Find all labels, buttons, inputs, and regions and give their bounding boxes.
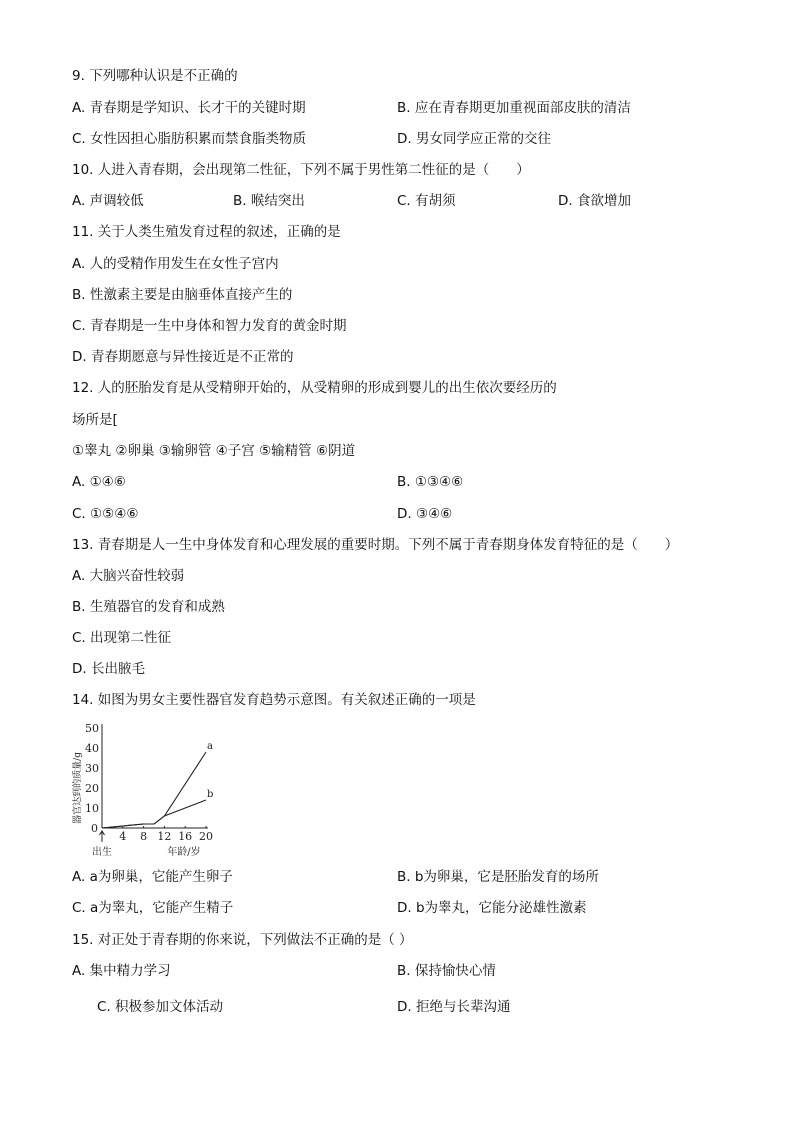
q13-option-a[interactable]: A. 大脑兴奋性较弱 bbox=[72, 568, 185, 584]
chart-series-label-a: a bbox=[207, 741, 213, 752]
organ-development-chart bbox=[68, 716, 218, 860]
chart-origin-label: 0 bbox=[91, 822, 98, 835]
chart-x-tick-label: 12 bbox=[157, 830, 172, 843]
chart-birth-arrow bbox=[100, 831, 105, 842]
q12-option-c[interactable]: C. ①⑤④⑥ bbox=[72, 506, 139, 522]
q15-option-c[interactable]: C. 积极参加文体活动 bbox=[97, 999, 224, 1015]
chart-y-tick-label: 50 bbox=[85, 722, 99, 735]
chart-birth-label: 出生 bbox=[92, 847, 112, 858]
q12-option-d[interactable]: D. ③④⑥ bbox=[397, 506, 453, 522]
chart-x-tick-label: 20 bbox=[199, 830, 213, 843]
chart-x-axis-label: 年龄/岁 bbox=[167, 847, 201, 858]
chart-x-tick-label: 4 bbox=[119, 830, 127, 843]
q10-option-b[interactable]: B. 喉结突出 bbox=[233, 193, 305, 209]
q14-option-b[interactable]: B. b为卵巢，它是胚胎发育的场所 bbox=[397, 869, 599, 885]
q13-option-b[interactable]: B. 生殖器官的发育和成熟 bbox=[72, 599, 225, 615]
q11-option-c[interactable]: C. 青春期是一生中身体和智力发育的黄金时期 bbox=[72, 318, 347, 334]
q11-option-b[interactable]: B. 性激素主要是由脑垂体直接产生的 bbox=[72, 287, 293, 303]
chart-y-tick-label: 40 bbox=[85, 742, 99, 755]
q9-option-d[interactable]: D. 男女同学应正常的交往 bbox=[397, 131, 551, 147]
q10-option-c[interactable]: C. 有胡须 bbox=[397, 193, 456, 209]
q12-stem: 12. 人的胚胎发育是从受精卵开始的，从受精卵的形成到婴儿的出生依次要经历的 bbox=[72, 380, 557, 396]
q13-stem: 13. 青春期是人一生中身体发育和心理发展的重要时期。下列不属于青春期身体发育特征的是（ ） bbox=[72, 537, 679, 553]
q12-stem-continued: 场所是[ bbox=[72, 412, 118, 428]
chart-series-line-a bbox=[102, 752, 206, 828]
q12-items: ①睾丸 ②卵巢 ③输卵管 ④子宫 ⑤输精管 ⑥阴道 bbox=[72, 443, 356, 459]
q9-option-c[interactable]: C. 女性因担心脂肪积累而禁食脂类物质 bbox=[72, 131, 307, 147]
chart-x-tick-label: 16 bbox=[178, 830, 193, 843]
q13-option-d[interactable]: D. 长出腋毛 bbox=[72, 661, 145, 677]
q10-option-a[interactable]: A. 声调较低 bbox=[72, 193, 144, 209]
q14-option-d[interactable]: D. b为睾丸，它能分泌雄性激素 bbox=[397, 900, 587, 916]
q14-stem: 14. 如图为男女主要性器官发育趋势示意图。有关叙述正确的一项是 bbox=[72, 692, 476, 708]
q12-option-b[interactable]: B. ①③④⑥ bbox=[397, 474, 464, 490]
q11-option-d[interactable]: D. 青春期愿意与异性接近是不正常的 bbox=[72, 349, 294, 365]
q11-option-a[interactable]: A. 人的受精作用发生在女性子宫内 bbox=[72, 256, 279, 272]
q15-option-a[interactable]: A. 集中精力学习 bbox=[72, 963, 171, 979]
q15-stem: 15. 对正处于青春期的你来说，下列做法不正确的是（ ） bbox=[72, 932, 413, 948]
q9-stem: 9. 下列哪种认识是不正确的 bbox=[72, 68, 238, 84]
q15-option-b[interactable]: B. 保持愉快心情 bbox=[397, 963, 496, 979]
chart-y-tick-label: 20 bbox=[85, 782, 99, 795]
q9-option-a[interactable]: A. 青春期是学知识、长才干的关键时期 bbox=[72, 100, 306, 116]
q14-option-a[interactable]: A. a为卵巢，它能产生卵子 bbox=[72, 869, 233, 885]
q9-option-b[interactable]: B. 应在青春期更加重视面部皮肤的清洁 bbox=[397, 100, 631, 116]
chart-x-tick-label: 8 bbox=[140, 830, 148, 843]
chart-series-line-b bbox=[102, 800, 206, 828]
q14-option-c[interactable]: C. a为睾丸，它能产生精子 bbox=[72, 900, 234, 916]
chart-y-axis-label: 器官达到的质量/g bbox=[73, 752, 83, 824]
q11-stem: 11. 关于人类生殖发育过程的叙述，正确的是 bbox=[72, 224, 341, 240]
q15-option-d[interactable]: D. 拒绝与长辈沟通 bbox=[397, 999, 511, 1015]
q10-option-d[interactable]: D. 食欲增加 bbox=[558, 193, 631, 209]
q12-option-a[interactable]: A. ①④⑥ bbox=[72, 474, 126, 490]
q13-option-c[interactable]: C. 出现第二性征 bbox=[72, 630, 172, 646]
chart-y-tick-label: 30 bbox=[85, 762, 99, 775]
chart-y-tick-label: 10 bbox=[85, 802, 99, 815]
chart-series-label-b: b bbox=[207, 789, 214, 800]
q10-stem: 10. 人进入青春期，会出现第二性征，下列不属于男性第二性征的是（ ） bbox=[72, 162, 530, 178]
